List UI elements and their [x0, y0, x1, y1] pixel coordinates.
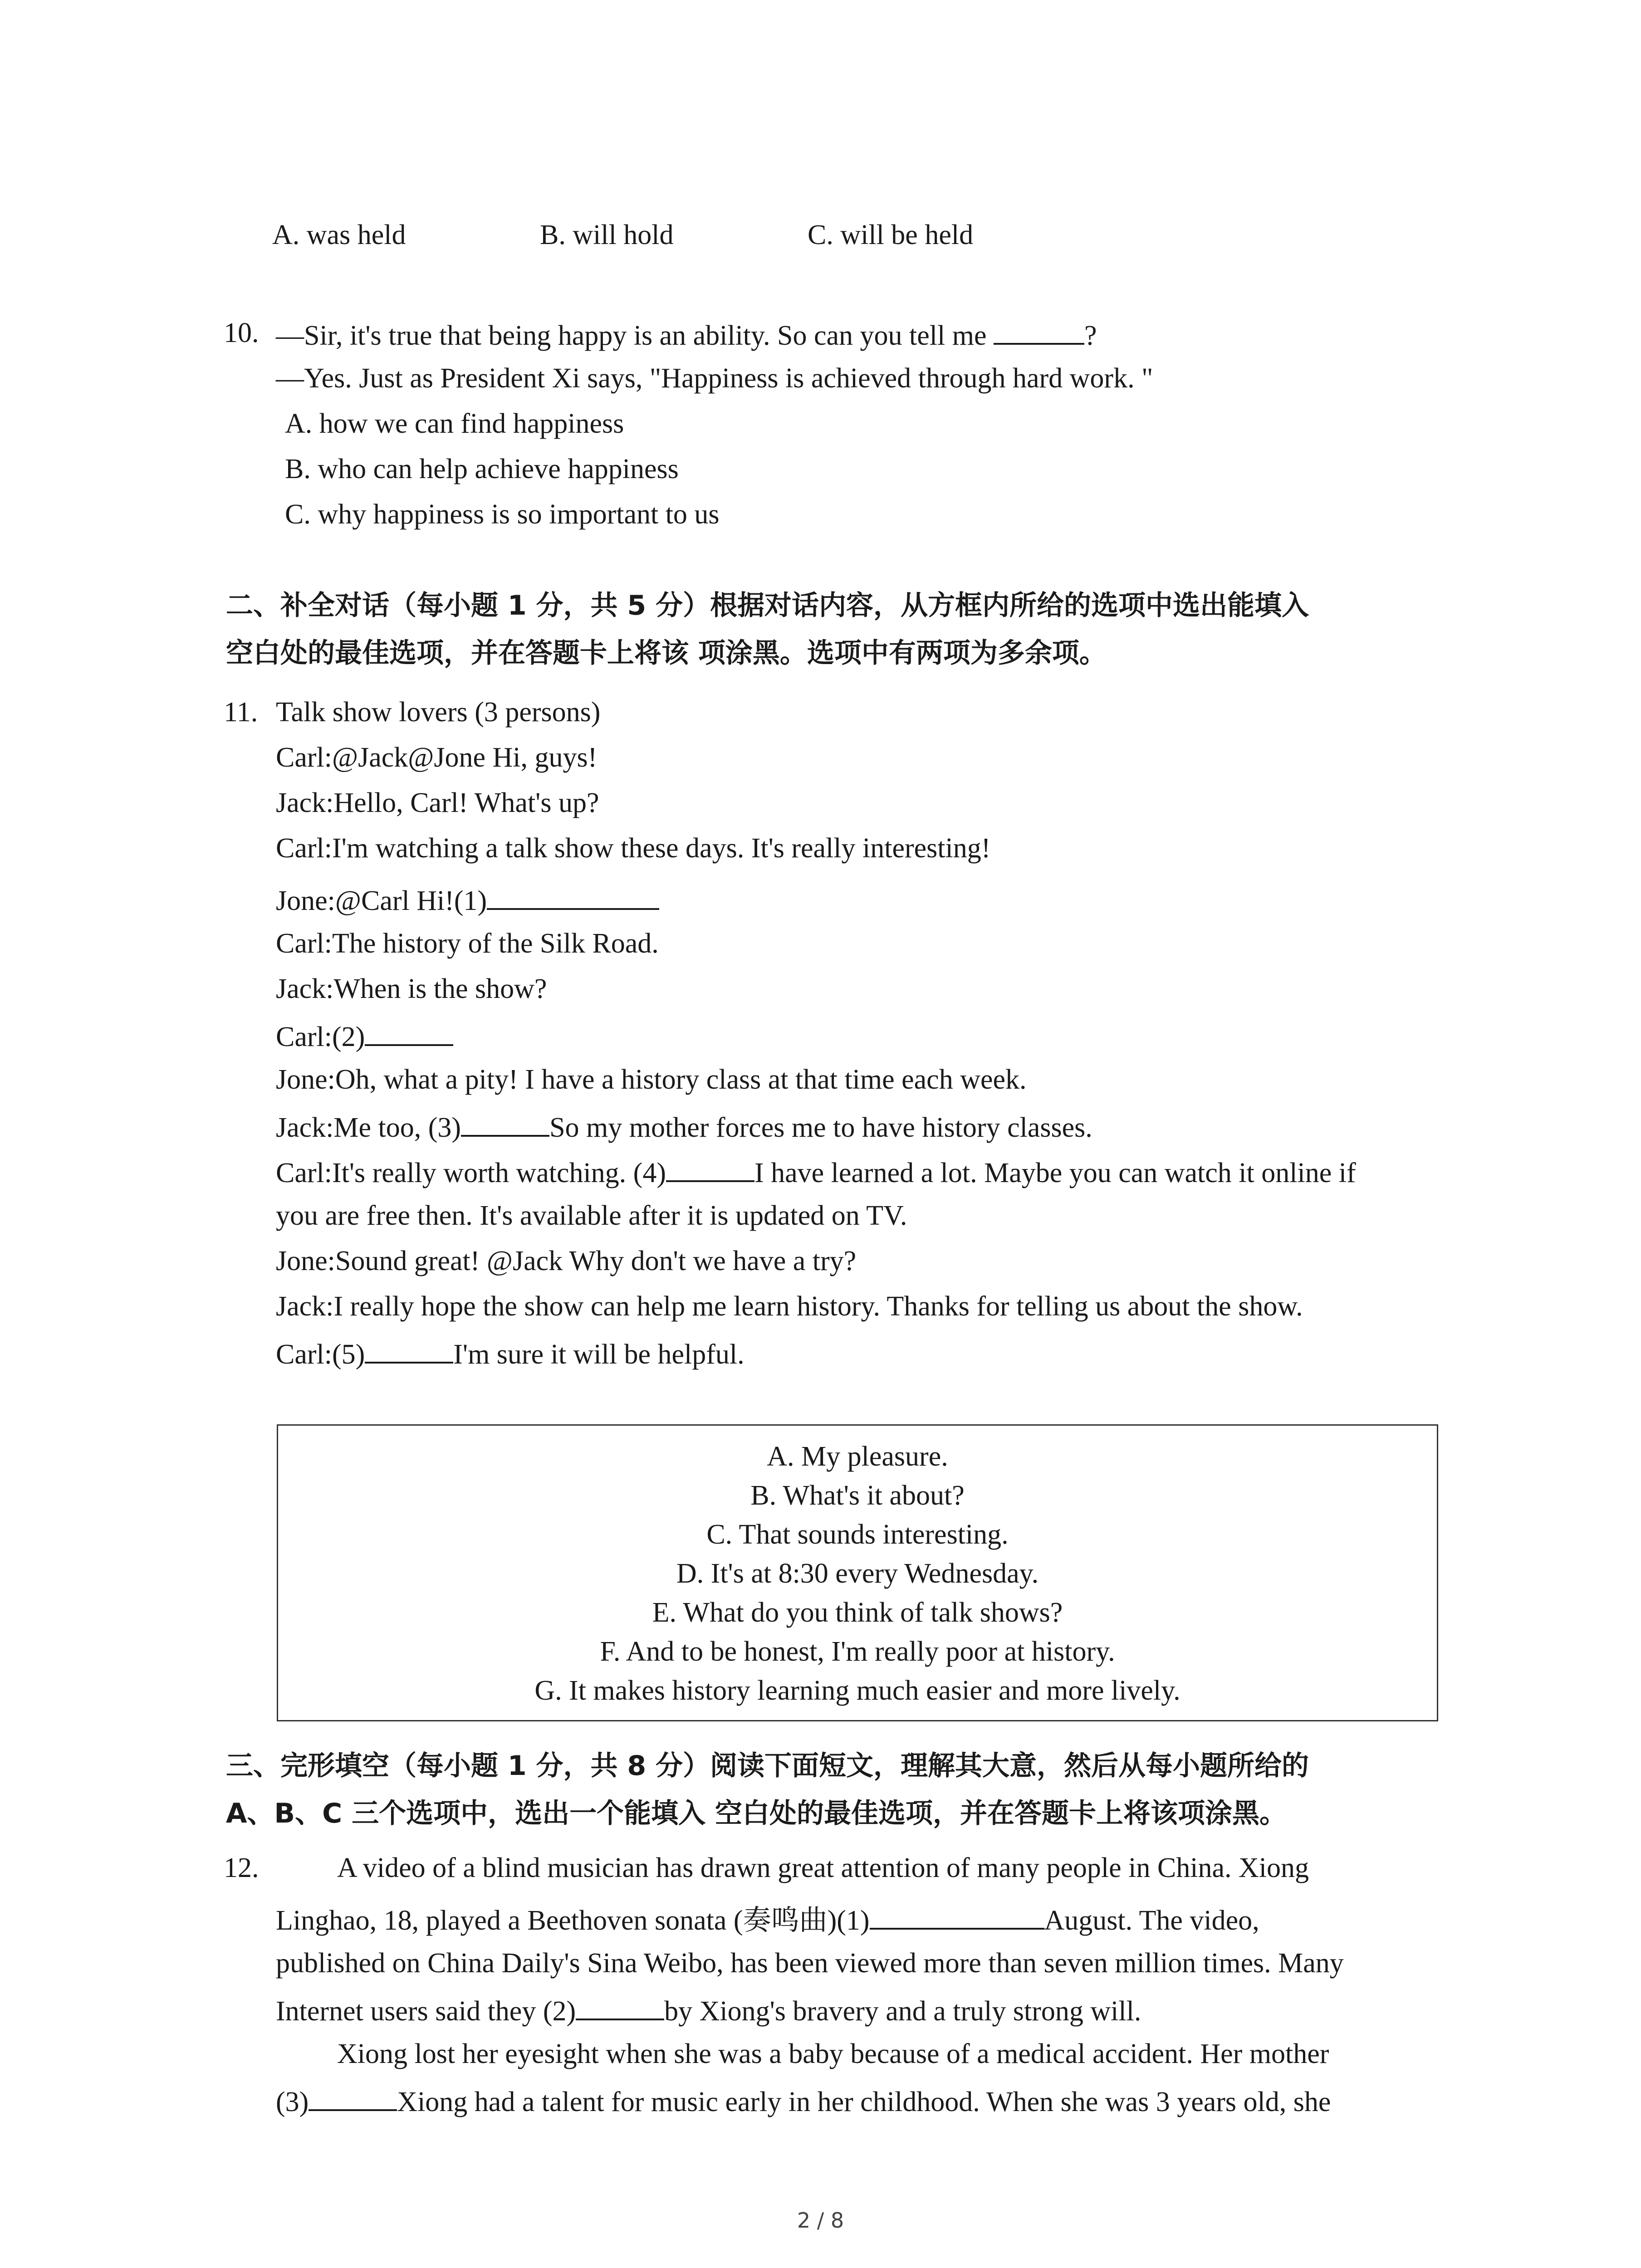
q10-blank: [994, 315, 1084, 345]
q11-line: Carl:I'm watching a talk show these days. It's really interesting!: [276, 833, 991, 864]
q11-line-text: Jack:Me too, (3): [276, 1112, 461, 1143]
blank-1: [487, 880, 659, 910]
q11-line: Jack:Hello, Carl! What's up?: [276, 787, 599, 818]
box-option-f: F. And to be honest, I'm really poor at history.: [600, 1636, 1115, 1667]
q10-option-b: B. who can help achieve happiness: [285, 454, 679, 484]
q10-line1-end: ?: [1084, 320, 1097, 351]
box-option-b: B. What's it about?: [750, 1480, 965, 1511]
q11-line: Jone:Sound great! @Jack Why don't we have a try?: [276, 1246, 857, 1276]
q9-option-c: C. will be held: [808, 220, 974, 250]
blank-5: [365, 1334, 453, 1364]
q11-line: Jack:When is the show?: [276, 973, 547, 1004]
q11-line: Jone:Oh, what a pity! I have a history class at that time each week.: [276, 1064, 1027, 1095]
q9-option-b: B. will hold: [540, 220, 674, 250]
q12-line: A video of a blind musician has drawn great attention of many people in China. Xiong: [337, 1853, 1309, 1883]
q11-line-blank3: [276, 1107, 1092, 1146]
blank-3: [461, 1107, 549, 1137]
q11-line-blank1: [276, 880, 659, 919]
q11-number: 11.: [224, 697, 258, 728]
q11-line-blank4: [276, 1152, 1356, 1191]
options-box: [277, 1424, 1438, 1721]
box-option-d: D. It's at 8:30 every Wednesday.: [676, 1558, 1039, 1589]
box-option-a: A. My pleasure.: [767, 1441, 948, 1472]
q10-option-c: C. why happiness is so important to us: [285, 499, 720, 530]
passage-blank-1: [870, 1900, 1044, 1930]
q12-line-text: (3): [276, 2087, 309, 2117]
q11-line: Jack:I really hope the show can help me learn history. Thanks for telling us about the show.: [276, 1291, 1303, 1322]
q11-line-text: I'm sure it will be helpful.: [453, 1339, 745, 1370]
q12-line-blank1: [276, 1900, 1259, 1939]
q11-line-text: Carl:It's really worth watching. (4): [276, 1158, 666, 1188]
q12-line-text: by Xiong's bravery and a truly strong will.: [664, 1996, 1141, 2027]
q10-line2: —Yes. Just as President Xi says, "Happiness is achieved through hard work. ": [276, 363, 1153, 394]
box-option-g: G. It makes history learning much easier and more lively.: [534, 1675, 1181, 1706]
q12-number: 12.: [224, 1853, 259, 1883]
q11-title: Talk show lovers (3 persons): [276, 697, 601, 728]
q12-line-text: August. The video,: [1044, 1905, 1259, 1936]
q10-line1-text: —Sir, it's true that being happy is an ability. So can you tell me: [276, 320, 994, 351]
q12-line-text: Linghao, 18, played a Beethoven sonata (奏鸣曲)(1): [276, 1905, 870, 1936]
q12-line: Xiong lost her eyesight when she was a baby because of a medical accident. Her mother: [337, 2038, 1329, 2069]
q11-line-blank5: [276, 1334, 745, 1373]
box-option-c: C. That sounds interesting.: [706, 1519, 1009, 1550]
passage-blank-3: [309, 2081, 397, 2111]
q11-line-text: I have learned a lot. Maybe you can watch it online if: [754, 1158, 1356, 1188]
q10-number: 10.: [224, 318, 259, 348]
q11-line: Carl:The history of the Silk Road.: [276, 928, 659, 959]
q11-line-blank2: [276, 1016, 453, 1055]
q11-line-text: So my mother forces me to have history classes.: [549, 1112, 1092, 1143]
q11-line: Carl:@Jack@Jone Hi, guys!: [276, 742, 598, 773]
blank-4: [666, 1152, 754, 1182]
section3-heading-line1: 三、完形填空（每小题 1 分，共 8 分）阅读下面短文，理解其大意，然后从每小题所给的: [226, 1750, 1309, 1782]
q11-line-text: Carl:(2): [276, 1022, 365, 1052]
section3-heading-line2: A、B、C 三个选项中，选出一个能填入 空白处的最佳选项，并在答题卡上将该项涂黑。: [226, 1798, 1287, 1829]
section2-heading-line2: 空白处的最佳选项，并在答题卡上将该 项涂黑。选项中有两项为多余项。: [226, 637, 1107, 669]
q12-line-text: Xiong had a talent for music early in her childhood. When she was 3 years old, she: [397, 2087, 1331, 2117]
passage-blank-2: [576, 1990, 664, 2020]
q12-line-text: Internet users said they (2): [276, 1996, 576, 2027]
q12-line: published on China Daily's Sina Weibo, has been viewed more than seven million times. Many: [276, 1948, 1344, 1979]
q10-option-a: A. how we can find happiness: [285, 408, 624, 439]
blank-2: [365, 1016, 453, 1046]
section2-heading-line1: 二、补全对话（每小题 1 分，共 5 分）根据对话内容，从方框内所给的选项中选出能填入: [226, 590, 1309, 621]
box-option-e: E. What do you think of talk shows?: [652, 1597, 1063, 1628]
q12-line-blank3: [276, 2081, 1331, 2120]
q9-option-a: A. was held: [272, 220, 406, 250]
page-number: 2 / 8: [797, 2208, 844, 2233]
q11-line-text: Jone:@Carl Hi!(1): [276, 885, 487, 916]
q10-line1: [276, 315, 1097, 354]
q11-line-text: Carl:(5): [276, 1339, 365, 1370]
q12-line-blank2: [276, 1990, 1141, 2029]
q11-line: you are free then. It's available after it is updated on TV.: [276, 1200, 907, 1231]
